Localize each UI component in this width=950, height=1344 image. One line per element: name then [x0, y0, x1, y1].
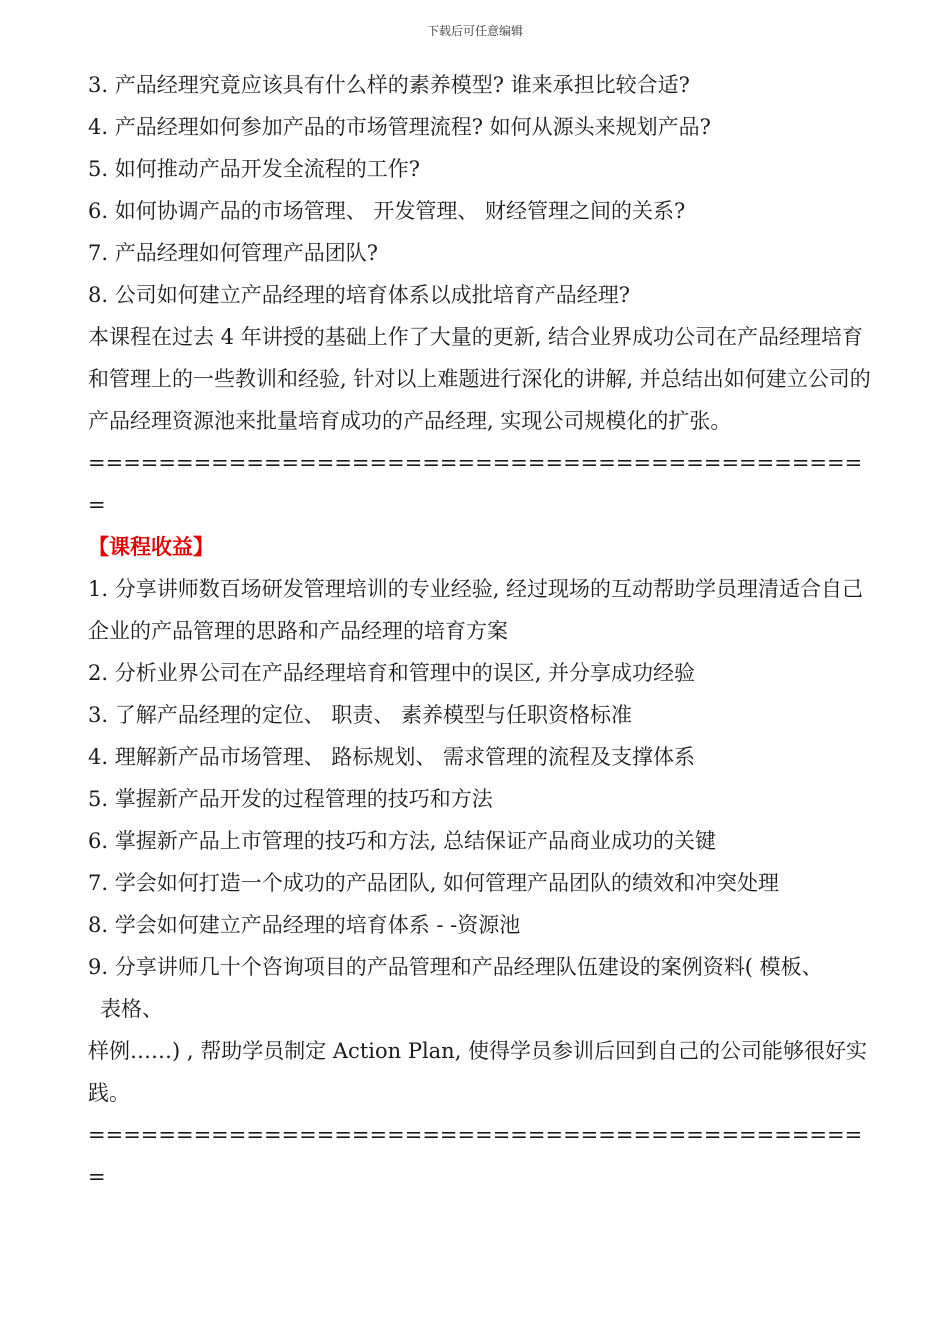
- separator-line: =============================================: [88, 451, 863, 517]
- question-item: 7. 产品经理如何管理产品团队?: [88, 241, 378, 265]
- benefit-item: 1. 分享讲师数百场研发管理培训的专业经验, 经过现场的互动帮助学员理清适合自己企业的产品管理的思路和产品经理的培育方案: [88, 577, 864, 643]
- benefit-item: 6. 掌握新产品上市管理的技巧和方法, 总结保证产品商业成功的关键: [88, 829, 717, 853]
- benefit-item-9-line-2: 表格、: [100, 997, 163, 1021]
- page-header: 下载后可任意编辑: [426, 24, 523, 38]
- separator-line: =============================================: [88, 1123, 863, 1189]
- benefits-heading: 【课程收益】: [88, 535, 214, 559]
- benefit-item: 2. 分析业界公司在产品经理培育和管理中的误区, 并分享成功经验: [88, 661, 696, 685]
- benefit-item-9-rest: 样例……) , 帮助学员制定 Action Plan, 使得学员参训后回到自己的公司能够很好实践。: [88, 1039, 868, 1105]
- intro-paragraph: 本课程在过去 4 年讲授的基础上作了大量的更新, 结合业界成功公司在产品经理培育和管理上的一些教训和经验, 针对以上难题进行深化的讲解, 并总结出如何建立公司的产品经理资源池来批量培育成功的产品经理, 实现公司规模化的扩张。: [88, 325, 871, 433]
- question-item: 4. 产品经理如何参加产品的市场管理流程? 如何从源头来规划产品?: [88, 115, 711, 139]
- benefit-item: 8. 学会如何建立产品经理的培育体系 - -资源池: [88, 913, 521, 937]
- benefit-item-9-line-1: 9. 分享讲师几十个咨询项目的产品管理和产品经理队伍建设的案例资料( 模板、: [88, 955, 823, 979]
- benefit-item: 5. 掌握新产品开发的过程管理的技巧和方法: [88, 787, 493, 811]
- benefit-item: 7. 学会如何打造一个成功的产品团队, 如何管理产品团队的绩效和冲突处理: [88, 871, 780, 895]
- question-item: 6. 如何协调产品的市场管理、 开发管理、 财经管理之间的关系?: [88, 199, 686, 223]
- benefit-item: 4. 理解新产品市场管理、 路标规划、 需求管理的流程及支撑体系: [88, 745, 696, 769]
- benefit-item: 3. 了解产品经理的定位、 职责、 素养模型与任职资格标准: [88, 703, 633, 727]
- question-item: 5. 如何推动产品开发全流程的工作?: [88, 157, 420, 181]
- question-item: 8. 公司如何建立产品经理的培育体系以成批培育产品经理?: [88, 283, 630, 307]
- document-body: [88, 64, 888, 1198]
- question-item: 3. 产品经理究竟应该具有什么样的素养模型? 谁来承担比较合适?: [88, 73, 690, 97]
